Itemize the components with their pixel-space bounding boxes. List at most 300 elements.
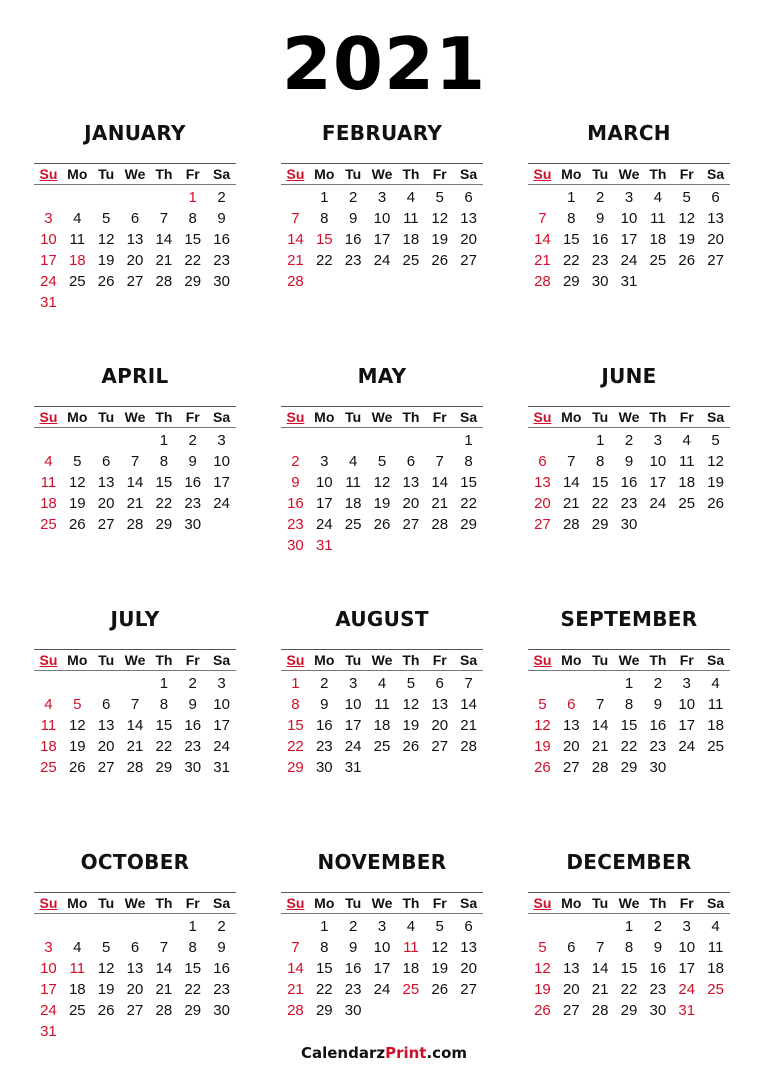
day-cell: 6 — [464, 918, 473, 935]
day-cell: 19 — [431, 231, 449, 248]
day-cell: 4 — [406, 189, 416, 206]
day-cell: 11 — [403, 939, 419, 956]
day-cell: 18 — [68, 981, 86, 998]
month-name: DECEMBER — [566, 850, 692, 874]
day-cell: 2 — [653, 918, 663, 935]
day-cell: 2 — [320, 675, 329, 692]
year-title: 2021 — [281, 22, 487, 106]
day-cell: 17 — [649, 474, 667, 491]
day-cell: 15 — [155, 717, 173, 734]
day-cell: 2 — [188, 675, 197, 692]
day-cell: 4 — [44, 696, 53, 713]
day-cell: 16 — [315, 717, 333, 734]
day-cell: 8 — [595, 453, 605, 470]
month-june — [528, 361, 730, 535]
weekday-label: We — [124, 166, 146, 182]
empty-cell — [178, 292, 207, 313]
empty-cell — [92, 430, 121, 451]
day-cell: 29 — [591, 516, 609, 533]
empty-cell — [454, 535, 483, 556]
day-cell: 6 — [538, 453, 547, 470]
weekday-label: Su — [39, 652, 58, 668]
day-cell: 31 — [678, 1002, 696, 1019]
month-november — [281, 847, 483, 1021]
empty-cell — [339, 271, 368, 292]
weekday-label: Fr — [679, 652, 694, 668]
day-cell: 7 — [567, 453, 576, 470]
day-cell: 1 — [159, 675, 169, 692]
weekday-label: We — [124, 409, 146, 425]
month-august — [281, 604, 483, 778]
day-cell: 7 — [595, 696, 605, 713]
day-cell: 19 — [68, 738, 86, 755]
day-cell: 30 — [213, 273, 230, 290]
day-cell: 2 — [188, 432, 197, 449]
day-grid — [281, 430, 483, 556]
weekday-label: Su — [39, 895, 58, 911]
week-row — [528, 271, 730, 292]
empty-cell — [63, 673, 92, 694]
day-grid — [528, 187, 730, 292]
week-row — [34, 916, 236, 937]
day-cell: 8 — [320, 210, 329, 227]
day-cell: 12 — [373, 474, 391, 491]
day-cell: 11 — [69, 960, 86, 977]
day-cell: 20 — [562, 981, 580, 998]
day-cell: 28 — [591, 1002, 609, 1019]
weekday-label: Su — [39, 409, 58, 425]
empty-cell — [396, 757, 425, 778]
day-cell: 26 — [68, 516, 86, 533]
day-cell: 9 — [320, 696, 329, 713]
day-cell: 5 — [435, 189, 444, 206]
day-cell: 27 — [97, 516, 115, 533]
week-row — [528, 514, 730, 535]
day-cell: 29 — [562, 273, 580, 290]
day-cell: 13 — [562, 960, 580, 977]
day-cell: 6 — [101, 696, 111, 713]
weekday-label: Th — [402, 895, 420, 911]
day-cell: 25 — [68, 273, 86, 290]
week-row — [34, 430, 236, 451]
day-cell: 3 — [624, 189, 634, 206]
day-cell: 21 — [155, 981, 173, 998]
day-cell: 10 — [40, 960, 57, 977]
week-row — [281, 271, 483, 292]
day-grid — [34, 916, 236, 1042]
day-cell: 21 — [155, 252, 173, 269]
day-cell: 23 — [620, 495, 638, 512]
day-cell: 26 — [97, 273, 115, 290]
month-name: JANUARY — [84, 121, 186, 145]
day-cell: 16 — [213, 231, 230, 248]
day-cell: 7 — [464, 675, 473, 692]
month-december — [528, 847, 730, 1021]
day-cell: 8 — [567, 210, 576, 227]
day-cell: 30 — [620, 516, 638, 533]
day-cell: 11 — [345, 474, 361, 491]
credit-suffix: .com — [426, 1044, 468, 1062]
day-cell: 23 — [184, 495, 202, 512]
empty-cell — [121, 292, 150, 313]
day-cell: 10 — [213, 453, 230, 470]
day-cell: 17 — [40, 252, 57, 269]
day-cell: 6 — [435, 675, 444, 692]
day-cell: 3 — [377, 918, 387, 935]
site-credit[interactable] — [0, 1044, 768, 1062]
empty-cell — [207, 514, 236, 535]
day-cell: 13 — [402, 474, 420, 491]
day-cell: 19 — [373, 495, 391, 512]
week-row — [281, 937, 483, 958]
week-row — [528, 958, 730, 979]
day-cell: 2 — [217, 189, 226, 206]
month-march — [528, 118, 730, 292]
weekday-label: Sa — [213, 652, 231, 668]
empty-cell — [672, 514, 701, 535]
day-cell: 12 — [431, 939, 449, 956]
day-cell: 29 — [620, 1002, 638, 1019]
empty-cell — [368, 535, 397, 556]
day-cell: 20 — [126, 981, 144, 998]
empty-cell — [425, 535, 454, 556]
day-cell: 30 — [649, 1002, 667, 1019]
day-cell: 18 — [402, 231, 420, 248]
day-cell: 13 — [97, 474, 115, 491]
day-cell: 6 — [406, 453, 416, 470]
day-cell: 22 — [620, 981, 638, 998]
day-cell: 13 — [562, 717, 580, 734]
empty-cell — [121, 1021, 150, 1042]
weekday-label: We — [371, 895, 393, 911]
empty-cell — [92, 187, 121, 208]
week-row — [34, 271, 236, 292]
empty-cell — [92, 292, 121, 313]
day-cell: 16 — [344, 231, 362, 248]
day-cell: 3 — [348, 675, 358, 692]
day-cell: 31 — [620, 273, 638, 290]
day-cell: 29 — [155, 516, 173, 533]
calendar-grid — [34, 118, 734, 1038]
weekday-label: Fr — [679, 895, 694, 911]
week-row — [34, 292, 236, 313]
day-cell: 10 — [40, 231, 57, 248]
day-cell: 8 — [188, 210, 197, 227]
day-cell: 15 — [184, 231, 202, 248]
day-cell: 30 — [315, 759, 333, 776]
weekday-label: Sa — [213, 166, 231, 182]
day-cell: 24 — [344, 738, 362, 755]
day-cell: 9 — [188, 453, 197, 470]
day-cell: 12 — [68, 717, 86, 734]
week-row — [34, 937, 236, 958]
day-cell: 25 — [707, 981, 724, 998]
day-cell: 28 — [155, 273, 173, 290]
week-row — [34, 757, 236, 778]
weekday-label: Sa — [460, 409, 478, 425]
day-cell: 23 — [315, 738, 333, 755]
day-cell: 16 — [591, 231, 609, 248]
day-cell: 4 — [711, 918, 720, 935]
day-grid — [528, 430, 730, 535]
day-cell: 26 — [534, 1002, 551, 1019]
month-july — [34, 604, 236, 778]
month-name: FEBRUARY — [321, 121, 443, 145]
day-cell: 5 — [435, 918, 444, 935]
day-cell: 1 — [188, 918, 197, 935]
weekday-label: Su — [39, 166, 58, 182]
day-cell: 9 — [348, 210, 358, 227]
empty-cell — [368, 1000, 397, 1021]
empty-cell — [92, 673, 121, 694]
day-cell: 29 — [184, 1002, 202, 1019]
day-cell: 2 — [624, 432, 634, 449]
day-cell: 17 — [40, 981, 57, 998]
week-row — [281, 673, 483, 694]
weekday-label: Mo — [561, 409, 582, 425]
week-row — [528, 916, 730, 937]
day-cell: 25 — [344, 516, 362, 533]
weekday-label: Fr — [185, 166, 200, 182]
day-cell: 3 — [377, 189, 387, 206]
weekday-label: We — [124, 652, 146, 668]
day-cell: 24 — [40, 1002, 57, 1019]
week-row — [281, 493, 483, 514]
day-cell: 21 — [534, 252, 551, 269]
day-cell: 7 — [159, 939, 169, 956]
day-cell: 25 — [68, 1002, 86, 1019]
day-cell: 23 — [287, 516, 304, 533]
weekday-label: Fr — [432, 409, 447, 425]
weekday-label: Su — [286, 895, 305, 911]
day-cell: 5 — [101, 210, 111, 227]
empty-cell — [281, 187, 310, 208]
day-cell: 17 — [678, 717, 696, 734]
weekday-label: Tu — [98, 166, 115, 182]
weekday-header — [281, 649, 483, 671]
month-february — [281, 118, 483, 292]
weekday-label: Fr — [432, 652, 447, 668]
day-cell: 5 — [682, 189, 691, 206]
day-cell: 3 — [653, 432, 663, 449]
day-cell: 9 — [217, 210, 226, 227]
day-cell: 18 — [402, 960, 420, 977]
week-row — [281, 451, 483, 472]
day-cell: 7 — [291, 210, 300, 227]
weekday-label: Mo — [67, 166, 88, 182]
day-cell: 14 — [126, 474, 144, 491]
day-cell: 24 — [373, 252, 391, 269]
empty-cell — [281, 430, 310, 451]
day-cell: 31 — [344, 759, 362, 776]
week-row — [528, 673, 730, 694]
day-cell: 8 — [464, 453, 473, 470]
week-row — [34, 187, 236, 208]
day-cell: 7 — [435, 453, 444, 470]
day-cell: 5 — [538, 939, 547, 956]
week-row — [281, 715, 483, 736]
day-cell: 17 — [373, 231, 391, 248]
day-cell: 19 — [97, 252, 115, 269]
day-cell: 15 — [620, 717, 638, 734]
day-cell: 23 — [344, 252, 362, 269]
day-cell: 12 — [534, 717, 551, 734]
day-cell: 8 — [320, 939, 329, 956]
week-row — [34, 1000, 236, 1021]
day-cell: 10 — [649, 453, 667, 470]
day-cell: 4 — [348, 453, 358, 470]
weekday-label: Su — [533, 166, 552, 182]
day-cell: 1 — [188, 189, 197, 206]
week-row — [281, 736, 483, 757]
day-cell: 18 — [40, 738, 57, 755]
week-row — [528, 250, 730, 271]
empty-cell — [586, 673, 615, 694]
day-cell: 22 — [315, 981, 333, 998]
weekday-label: Su — [533, 409, 552, 425]
day-cell: 13 — [126, 231, 144, 248]
day-cell: 26 — [97, 1002, 115, 1019]
day-cell: 19 — [534, 981, 551, 998]
day-cell: 30 — [184, 759, 202, 776]
day-cell: 17 — [213, 717, 230, 734]
empty-cell — [121, 187, 150, 208]
day-cell: 5 — [73, 453, 82, 470]
weekday-label: Mo — [561, 895, 582, 911]
day-cell: 28 — [562, 516, 580, 533]
month-name: OCTOBER — [80, 850, 190, 874]
day-cell: 30 — [213, 1002, 230, 1019]
day-cell: 8 — [624, 939, 634, 956]
day-cell: 2 — [217, 918, 226, 935]
month-name: APRIL — [101, 364, 169, 388]
week-row — [281, 958, 483, 979]
day-cell: 24 — [649, 495, 667, 512]
day-cell: 6 — [567, 696, 576, 713]
day-cell: 11 — [40, 717, 57, 734]
month-april — [34, 361, 236, 535]
weekday-label: Mo — [561, 166, 582, 182]
day-cell: 9 — [624, 453, 634, 470]
week-row — [528, 208, 730, 229]
day-cell: 25 — [707, 738, 724, 755]
day-cell: 17 — [315, 495, 333, 512]
day-cell: 22 — [591, 495, 609, 512]
weekday-label: Th — [402, 652, 420, 668]
weekday-label: Su — [533, 652, 552, 668]
day-cell: 12 — [534, 960, 551, 977]
day-cell: 15 — [591, 474, 609, 491]
day-cell: 29 — [184, 273, 202, 290]
day-cell: 4 — [44, 453, 53, 470]
day-cell: 14 — [155, 231, 173, 248]
empty-cell — [339, 535, 368, 556]
day-cell: 20 — [460, 231, 477, 248]
day-cell: 6 — [567, 939, 576, 956]
weekday-label: Su — [286, 409, 305, 425]
day-cell: 20 — [562, 738, 580, 755]
day-cell: 10 — [213, 696, 230, 713]
day-cell: 9 — [653, 939, 663, 956]
weekday-label: Fr — [432, 895, 447, 911]
day-cell: 30 — [649, 759, 667, 776]
day-cell: 24 — [213, 495, 230, 512]
day-cell: 4 — [73, 210, 82, 227]
day-cell: 27 — [562, 1002, 580, 1019]
day-cell: 31 — [40, 294, 57, 311]
week-row — [34, 493, 236, 514]
day-cell: 28 — [534, 273, 551, 290]
weekday-label: Sa — [460, 652, 478, 668]
empty-cell — [396, 430, 425, 451]
empty-cell — [121, 430, 150, 451]
week-row — [528, 715, 730, 736]
day-cell: 18 — [344, 495, 362, 512]
day-cell: 14 — [155, 960, 173, 977]
day-cell: 22 — [287, 738, 304, 755]
day-cell: 2 — [291, 453, 300, 470]
empty-cell — [121, 673, 150, 694]
day-cell: 2 — [595, 189, 605, 206]
day-cell: 1 — [624, 918, 634, 935]
day-cell: 24 — [315, 516, 333, 533]
day-cell: 12 — [402, 696, 420, 713]
day-cell: 28 — [460, 738, 477, 755]
empty-cell — [310, 271, 339, 292]
day-grid — [281, 916, 483, 1021]
empty-cell — [92, 916, 121, 937]
day-cell: 31 — [315, 537, 333, 554]
day-cell: 2 — [653, 675, 663, 692]
empty-cell — [643, 514, 672, 535]
day-cell: 1 — [464, 432, 473, 449]
weekday-label: We — [371, 652, 393, 668]
day-cell: 21 — [431, 495, 449, 512]
day-cell: 2 — [348, 189, 358, 206]
day-cell: 11 — [678, 453, 695, 470]
weekday-label: Sa — [213, 409, 231, 425]
day-cell: 5 — [73, 696, 82, 713]
weekday-label: Tu — [345, 166, 362, 182]
week-row — [34, 736, 236, 757]
day-cell: 26 — [402, 738, 420, 755]
empty-cell — [425, 430, 454, 451]
empty-cell — [281, 916, 310, 937]
day-cell: 3 — [44, 210, 53, 227]
empty-cell — [425, 271, 454, 292]
day-cell: 9 — [291, 474, 300, 491]
day-cell: 12 — [431, 210, 449, 227]
day-cell: 21 — [126, 495, 144, 512]
day-grid — [281, 673, 483, 778]
day-cell: 19 — [534, 738, 551, 755]
day-cell: 3 — [320, 453, 329, 470]
day-cell: 15 — [184, 960, 202, 977]
weekday-header — [34, 892, 236, 914]
day-cell: 7 — [291, 939, 300, 956]
weekday-label: Sa — [460, 895, 478, 911]
week-row — [528, 937, 730, 958]
week-row — [281, 979, 483, 1000]
day-cell: 19 — [707, 474, 724, 491]
day-cell: 18 — [707, 717, 724, 734]
day-grid — [528, 673, 730, 778]
week-row — [34, 1021, 236, 1042]
month-name: JULY — [110, 607, 160, 631]
day-cell: 23 — [649, 738, 667, 755]
empty-cell — [63, 292, 92, 313]
week-row — [34, 715, 236, 736]
